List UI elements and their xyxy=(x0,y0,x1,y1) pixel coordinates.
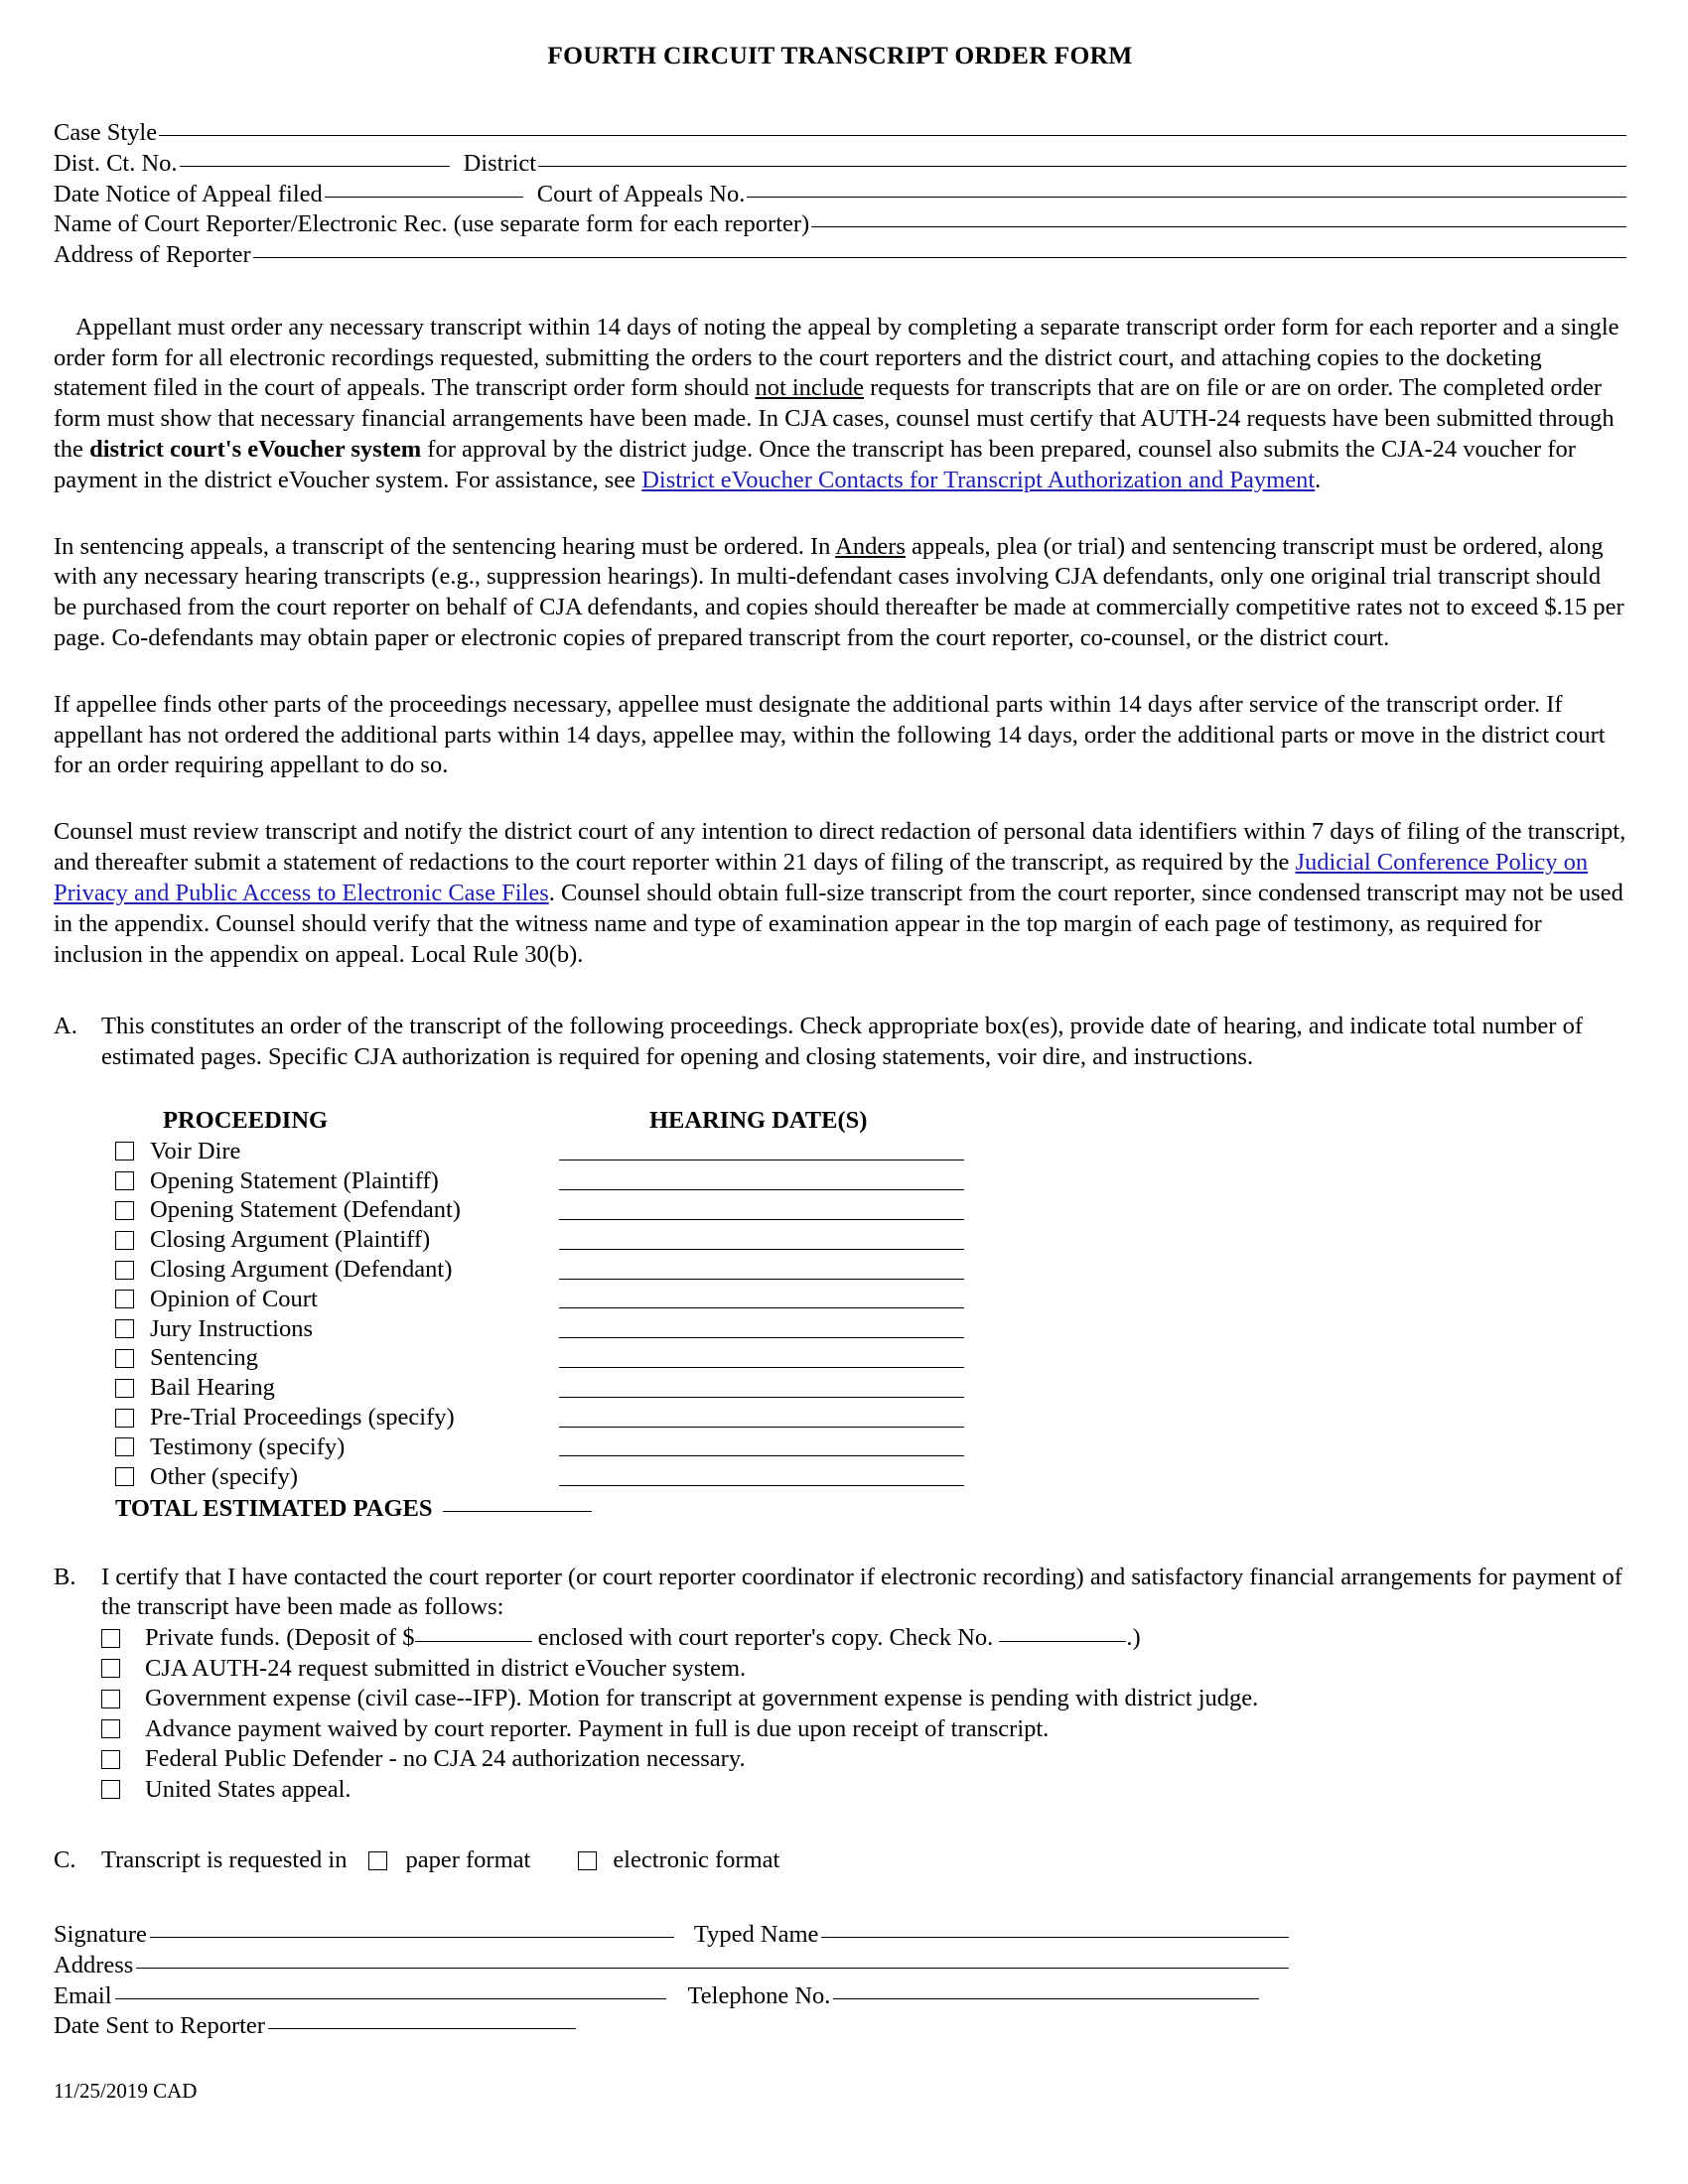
district-input[interactable] xyxy=(538,166,1626,167)
address-label: Address xyxy=(54,1951,134,1979)
payment-options-list xyxy=(54,1623,1626,1805)
payment-option-row xyxy=(101,1623,1626,1654)
paragraph-sentencing-appeals xyxy=(54,532,1626,654)
column-header-proceeding: PROCEEDING xyxy=(163,1106,329,1134)
section-b-letter: B. xyxy=(54,1563,76,1590)
reporter-name-row xyxy=(54,209,1626,240)
proceeding-row xyxy=(115,1373,1626,1403)
hearing-date-input[interactable] xyxy=(559,1455,964,1456)
typed-name-label: Typed Name xyxy=(693,1921,819,1949)
date-sent-row xyxy=(54,2011,1626,2042)
checkbox-proceeding[interactable] xyxy=(115,1467,134,1486)
checkbox-proceeding[interactable] xyxy=(115,1171,134,1190)
payment-option-text-part: United States appeal. xyxy=(145,1775,352,1803)
paragraph-ordering-instructions xyxy=(54,313,1626,496)
proceeding-row xyxy=(115,1433,1626,1462)
p1-text-3: for approval by the district judge. Once the transcript has been prepared, counsel also submits the CJA-24 voucher for payment in the district eVoucher system. For assistance, see xyxy=(54,435,1576,493)
p1-text-1: Appellant must order any necessary transcript within 14 days of noting the appeal by completing a separate transcript order form for each reporter and a single order form for all electronic recordings requested, submitting the orders to the court reporters and the district court, and attaching copies to the docketing statement filed in the court of appeals. The transcript order form should xyxy=(54,313,1619,402)
checkbox-payment-option[interactable] xyxy=(101,1659,120,1678)
proceeding-row xyxy=(115,1137,1626,1166)
checkbox-payment-option[interactable] xyxy=(101,1690,120,1708)
p2-text-2: appeals, plea (or trial) and sentencing transcript must be ordered, along with any necessary hearing transcripts (e.g., suppression hearings). In multi-defendant cases involving CJA defendants, only one original trial transcript should be purchased from the court reporter on behalf of CJA defendants, and copies should thereafter be made at commercially competitive rates not to exceed $.15 per page. Co-defendants may obtain paper or electronic copies of prepared transcript from the court reporter, co-counsel, or the district court. xyxy=(54,532,1624,652)
proceeding-label: Closing Argument (Defendant) xyxy=(150,1256,453,1284)
date-sent-input[interactable] xyxy=(268,2028,576,2029)
proceedings-table xyxy=(115,1107,1626,1523)
total-estimated-pages-row xyxy=(115,1495,1626,1523)
proceeding-row xyxy=(115,1255,1626,1285)
telephone-input[interactable] xyxy=(833,1998,1259,1999)
signature-block xyxy=(54,1920,1626,2042)
proceeding-label: Closing Argument (Plaintiff) xyxy=(150,1226,431,1254)
hearing-date-input[interactable] xyxy=(559,1397,964,1398)
payment-option-text xyxy=(145,1685,1258,1712)
section-b-text: I certify that I have contacted the court reporter (or court reporter coordinator if electronic recording) and satisfactory financial arrangements for payment of the transcript have been made as follows: xyxy=(101,1563,1622,1621)
date-notice-input[interactable] xyxy=(325,197,523,198)
payment-option-text-part: Advance payment waived by court reporter. Payment in full is due upon receipt of transcript. xyxy=(145,1714,1050,1742)
section-b xyxy=(54,1563,1626,1624)
section-c-text: Transcript is requested in xyxy=(101,1846,348,1874)
email-label: Email xyxy=(54,1981,112,2009)
judicial-conference-policy-link[interactable]: Judicial Conference Policy on Privacy and Public Access to Electronic Case Files xyxy=(54,849,1589,906)
proceedings-rows xyxy=(115,1137,1626,1492)
paragraph-redaction-policy xyxy=(54,817,1626,970)
payment-option-text-part: Government expense (civil case--IFP). Motion for transcript at government expense is pending with district judge. xyxy=(145,1685,1259,1712)
payment-option-row xyxy=(101,1744,1626,1775)
checkbox-proceeding[interactable] xyxy=(115,1319,134,1338)
proceeding-row xyxy=(115,1166,1626,1196)
column-header-hearing-dates: HEARING DATE(S) xyxy=(649,1106,868,1134)
reporter-address-row xyxy=(54,240,1626,271)
payment-option-text-part: .) xyxy=(1126,1624,1141,1652)
checkbox-proceeding[interactable] xyxy=(115,1409,134,1428)
payment-option-row xyxy=(101,1714,1626,1745)
reporter-address-input[interactable] xyxy=(253,257,1626,258)
checkbox-proceeding[interactable] xyxy=(115,1142,134,1160)
proceeding-label: Opening Statement (Plaintiff) xyxy=(150,1166,439,1194)
proceeding-label: Jury Instructions xyxy=(150,1314,313,1342)
checkbox-proceeding[interactable] xyxy=(115,1290,134,1308)
section-c xyxy=(54,1846,1626,1874)
checkbox-proceeding[interactable] xyxy=(115,1201,134,1220)
date-sent-label: Date Sent to Reporter xyxy=(54,2012,265,2040)
case-style-label: Case Style xyxy=(54,119,158,147)
hearing-date-input[interactable] xyxy=(559,1219,964,1220)
checkbox-payment-option[interactable] xyxy=(101,1780,120,1799)
reporter-name-label: Name of Court Reporter/Electronic Rec. (use separate form for each reporter) xyxy=(54,210,810,238)
dist-ct-no-input[interactable] xyxy=(180,166,450,167)
proceeding-row xyxy=(115,1225,1626,1255)
label-paper-format: paper format xyxy=(405,1846,531,1874)
payment-option-row xyxy=(101,1775,1626,1806)
checkbox-payment-option[interactable] xyxy=(101,1719,120,1738)
checkbox-proceeding[interactable] xyxy=(115,1379,134,1398)
check-number-input[interactable] xyxy=(999,1641,1126,1642)
email-row xyxy=(54,1981,1626,2012)
proceeding-label: Testimony (specify) xyxy=(150,1433,346,1460)
telephone-label: Telephone No. xyxy=(687,1981,831,2009)
signature-row xyxy=(54,1920,1626,1951)
proceeding-label: Voir Dire xyxy=(150,1137,241,1164)
footer-revision-date: 11/25/2019 CAD xyxy=(54,2079,198,2103)
hearing-date-input[interactable] xyxy=(559,1307,964,1308)
checkbox-proceeding[interactable] xyxy=(115,1261,134,1280)
payment-option-text xyxy=(145,1715,1049,1743)
p2-case-name: Anders xyxy=(835,532,906,560)
payment-option-row xyxy=(101,1654,1626,1685)
payment-option-row xyxy=(101,1684,1626,1714)
proceeding-row xyxy=(115,1196,1626,1226)
p4-text-1: Counsel must review transcript and notify the district court of any intention to direct redaction of personal data identifiers within 7 days of filing of the transcript, and thereafter submit a statement of redactions to the court reporter within 21 days of filing of the transcript, as required by the xyxy=(54,818,1626,877)
total-estimated-pages-input[interactable] xyxy=(443,1511,592,1512)
hearing-date-input[interactable] xyxy=(559,1427,964,1428)
proceeding-row xyxy=(115,1403,1626,1433)
court-of-appeals-no-input[interactable] xyxy=(747,197,1626,198)
district-label: District xyxy=(463,149,537,177)
checkbox-electronic-format[interactable] xyxy=(578,1851,597,1870)
hearing-date-input[interactable] xyxy=(559,1279,964,1280)
hearing-date-input[interactable] xyxy=(559,1249,964,1250)
payment-option-text xyxy=(145,1624,1141,1652)
checkbox-proceeding[interactable] xyxy=(115,1349,134,1368)
proceeding-label: Bail Hearing xyxy=(150,1374,275,1402)
hearing-date-input[interactable] xyxy=(559,1337,964,1338)
checkbox-payment-option[interactable] xyxy=(101,1629,120,1648)
proceeding-label: Pre-Trial Proceedings (specify) xyxy=(150,1404,455,1432)
p2-text-1: In sentencing appeals, a transcript of the sentencing hearing must be ordered. In xyxy=(54,532,836,560)
address-input[interactable] xyxy=(136,1968,1289,1969)
checkbox-proceeding[interactable] xyxy=(115,1231,134,1250)
payment-option-text-part: Federal Public Defender - no CJA 24 authorization necessary. xyxy=(145,1745,746,1773)
date-notice-row xyxy=(54,180,1626,210)
proceeding-row xyxy=(115,1314,1626,1344)
p1-bold-phrase: district court's eVoucher system xyxy=(89,435,422,463)
proceedings-table-header xyxy=(115,1107,1626,1135)
checkbox-proceeding[interactable] xyxy=(115,1437,134,1456)
p4-text-2: . Counsel should obtain full-size transcript from the court reporter, since condensed transcript may not be used in the appendix. Counsel should verify that the witness name and type of examination appear in the top margin of each page of testimony, as required for inclusion in the appendix on appeal. Local Rule 30(b). xyxy=(54,879,1623,968)
proceeding-row xyxy=(115,1462,1626,1492)
hearing-date-input[interactable] xyxy=(559,1485,964,1486)
section-a-text: This constitutes an order of the transcript of the following proceedings. Check appropriate box(es), provide date of hearing, and indicate total number of estimated pages. Specific CJA authorization is required for opening and closing statements, voir dire, and instructions. xyxy=(101,1013,1583,1071)
p1-text-4: . xyxy=(1315,466,1322,493)
dist-ct-no-row xyxy=(54,149,1626,180)
paragraph-appellee-parts: If appellee finds other parts of the proceedings necessary, appellee must designate the additional parts within 14 days after service of the transcript order. If appellant has not ordered the additional parts within 14 days, appellee may, within the following 14 days, order the additional parts or move in the district court for an order requiring appellant to do so. xyxy=(54,690,1606,779)
page-title: FOURTH CIRCUIT TRANSCRIPT ORDER FORM xyxy=(547,41,1133,69)
date-notice-label: Date Notice of Appeal filed xyxy=(54,180,323,207)
payment-option-text-part: Private funds. (Deposit of $ xyxy=(145,1624,415,1652)
total-estimated-pages-label: TOTAL ESTIMATED PAGES xyxy=(115,1494,433,1522)
checkbox-paper-format[interactable] xyxy=(368,1851,387,1870)
reporter-name-input[interactable] xyxy=(811,226,1626,227)
proceeding-label: Opinion of Court xyxy=(150,1285,318,1312)
proceeding-label: Sentencing xyxy=(150,1344,258,1372)
proceeding-label: Opening Statement (Defendant) xyxy=(150,1196,461,1224)
reporter-address-label: Address of Reporter xyxy=(54,240,251,268)
label-electronic-format: electronic format xyxy=(613,1846,780,1874)
email-input[interactable] xyxy=(115,1998,666,1999)
proceeding-row xyxy=(115,1344,1626,1374)
p1-underlined-phrase: not include xyxy=(755,374,864,402)
proceeding-label: Other (specify) xyxy=(150,1462,298,1490)
section-a xyxy=(54,1012,1626,1073)
hearing-date-input[interactable] xyxy=(559,1367,964,1368)
header-fields xyxy=(54,118,1626,271)
signature-label: Signature xyxy=(54,1921,147,1949)
p1-text-2: requests for transcripts that are on file or are on order. The completed order form must show that necessary financial arrangements have been made. In CJA cases, counsel must certify that AUTH-24 requests have been submitted through the xyxy=(54,374,1615,463)
deposit-amount-input[interactable] xyxy=(415,1641,532,1642)
payment-option-text xyxy=(145,1776,352,1804)
court-of-appeals-no-label: Court of Appeals No. xyxy=(536,180,746,207)
address-row xyxy=(54,1951,1626,1981)
payment-option-text xyxy=(145,1655,746,1683)
case-style-input[interactable] xyxy=(159,135,1626,136)
section-c-letter: C. xyxy=(54,1846,76,1874)
dist-ct-no-label: Dist. Ct. No. xyxy=(54,149,178,177)
payment-option-text xyxy=(145,1745,746,1773)
hearing-date-input[interactable] xyxy=(559,1189,964,1190)
payment-option-text-part: enclosed with court reporter's copy. Check No. xyxy=(531,1624,1000,1652)
case-style-row xyxy=(54,118,1626,149)
checkbox-payment-option[interactable] xyxy=(101,1750,120,1769)
section-a-letter: A. xyxy=(54,1013,77,1040)
proceeding-row xyxy=(115,1285,1626,1314)
signature-input[interactable] xyxy=(150,1937,674,1938)
payment-option-text-part: CJA AUTH-24 request submitted in district eVoucher system. xyxy=(145,1654,747,1682)
typed-name-input[interactable] xyxy=(821,1937,1289,1938)
evoucher-contacts-link[interactable]: District eVoucher Contacts for Transcript Authorization and Payment xyxy=(641,466,1316,493)
